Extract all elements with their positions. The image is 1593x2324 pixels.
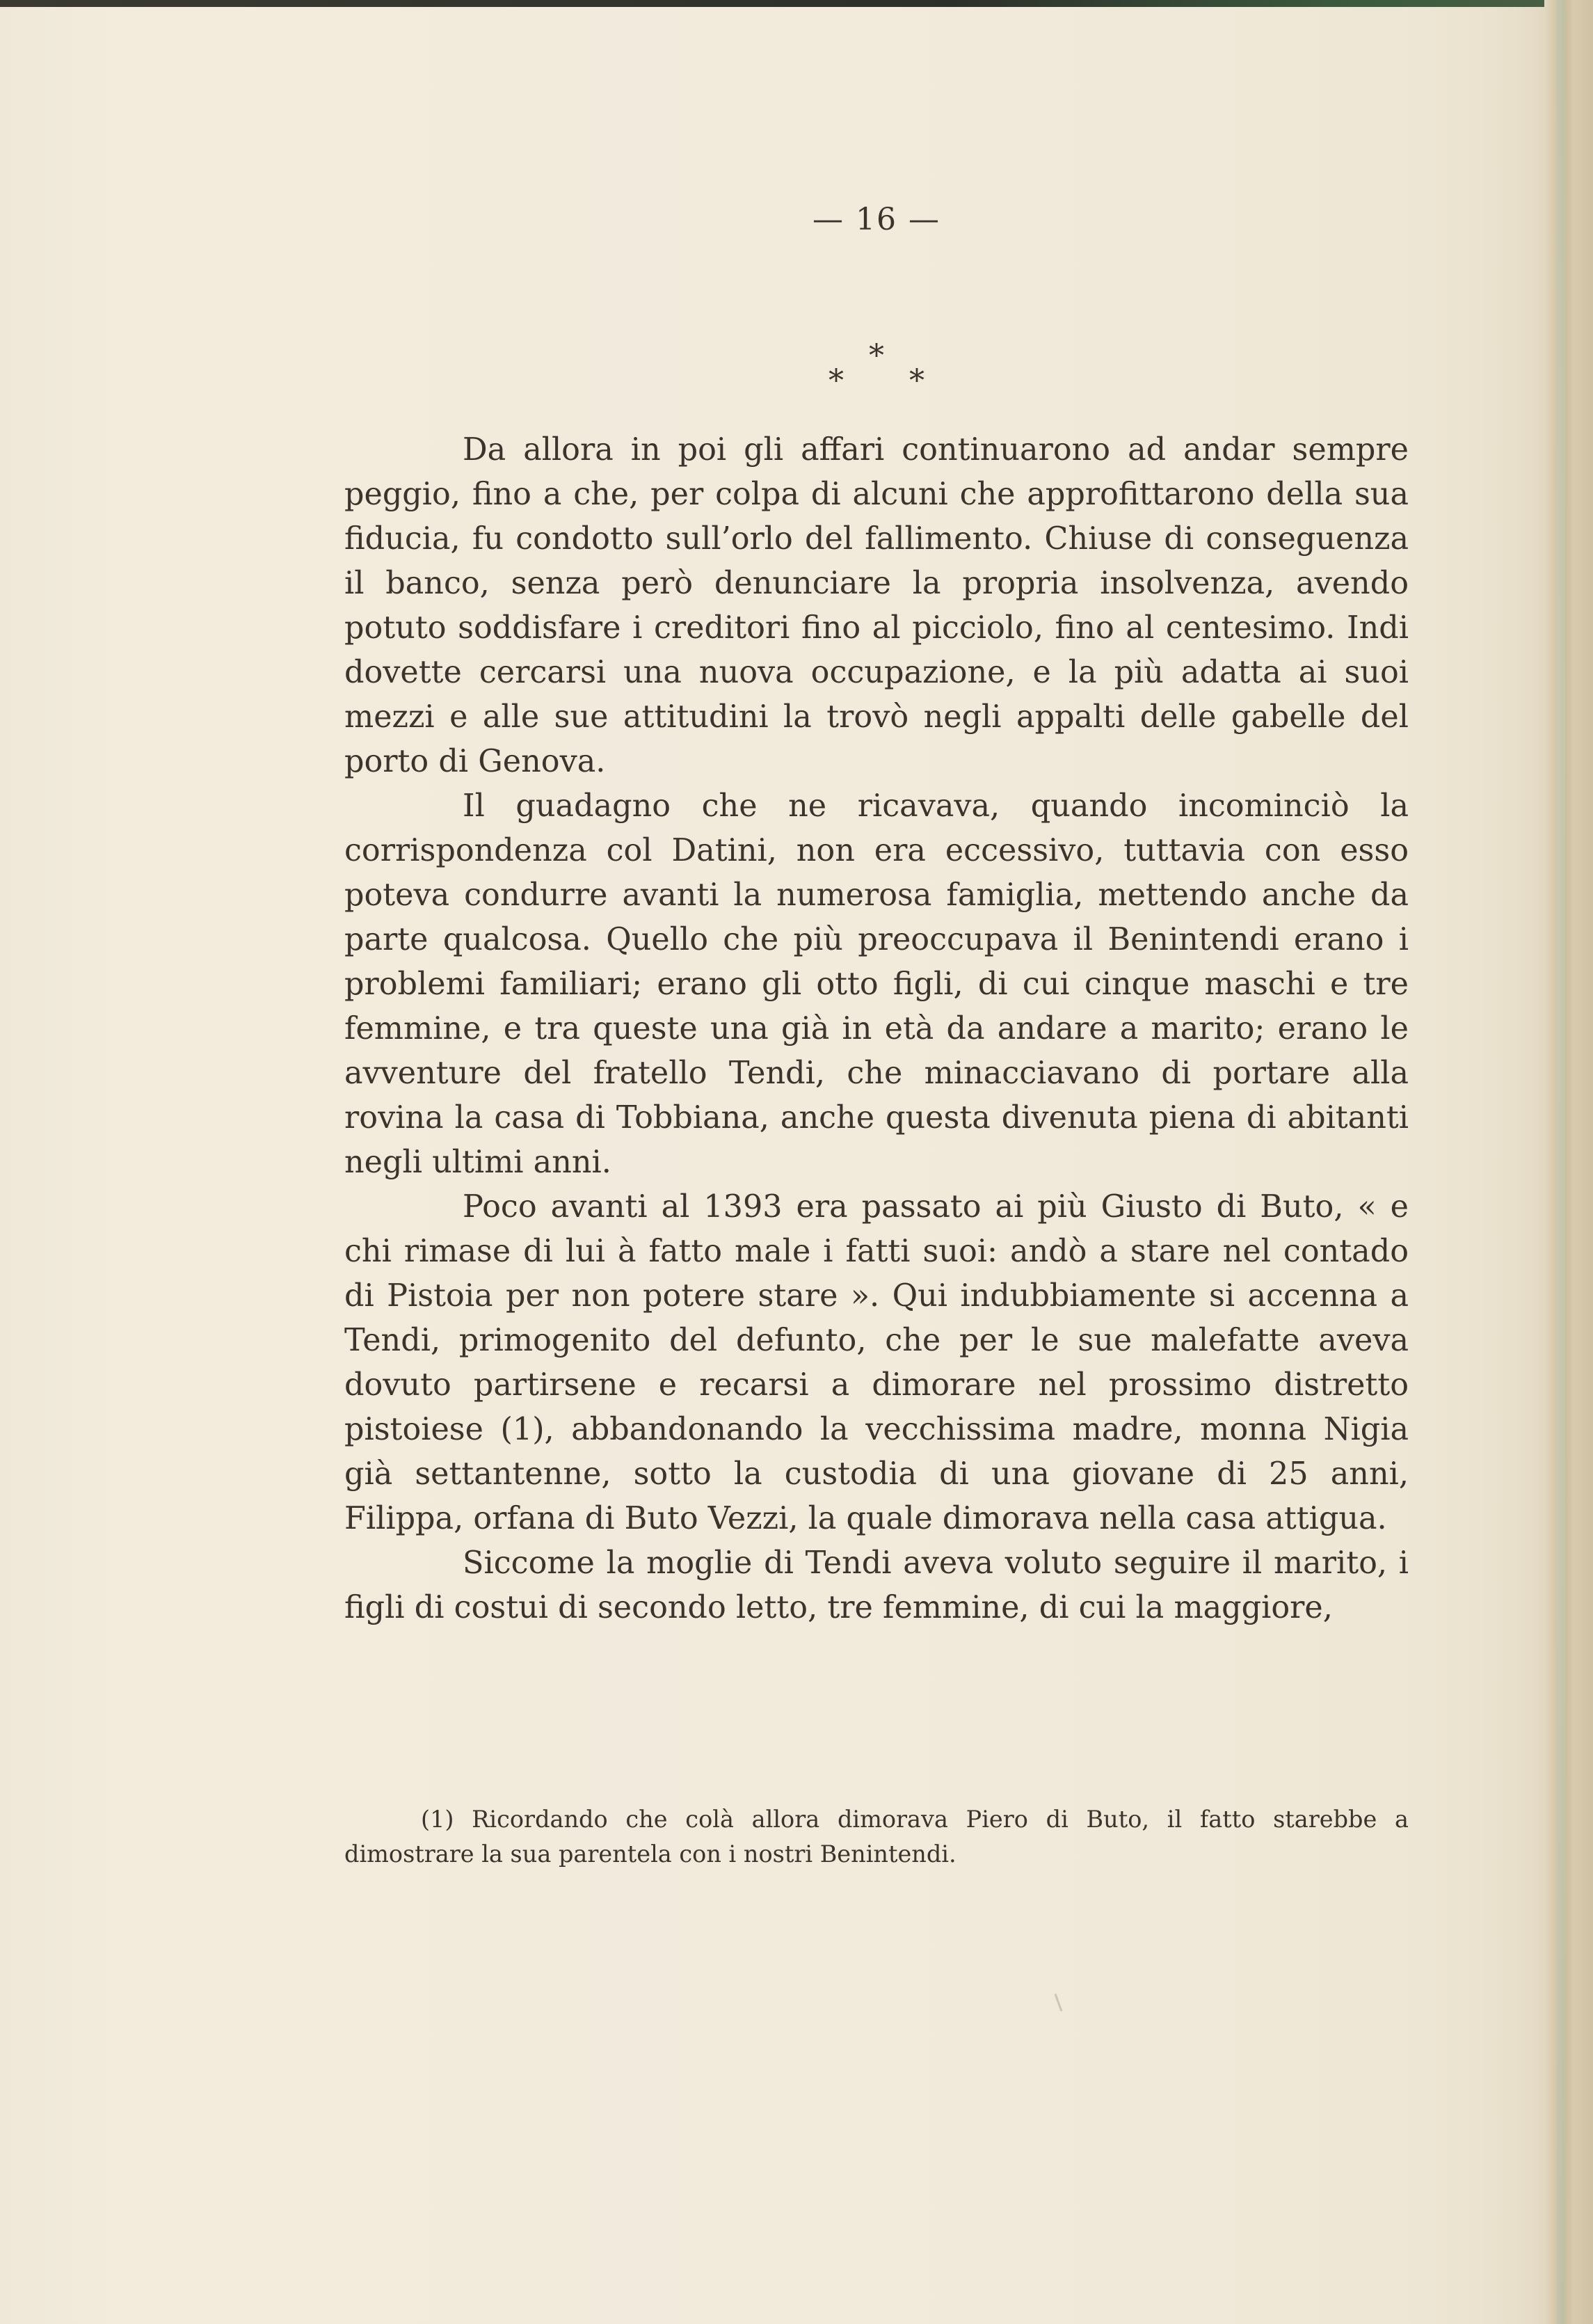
section-separator (344, 338, 1409, 399)
separator-top-asterisk: * (869, 338, 884, 374)
page-number: — 16 — (812, 202, 940, 237)
paper-speck (1055, 1993, 1063, 2011)
footnote (344, 1802, 1409, 1872)
book-cover-strip (1557, 0, 1565, 2324)
book-top-edge (0, 0, 1593, 7)
paragraph: Il guadagno che ne ricavava, quando incominciò la corrispondenza col Datini, non era eccessivo, tuttavia con esso poteva condurre avanti la numerosa famiglia, mettendo anche da parte qualcosa. Quello che più preoccupava il Benintendi erano i problemi familiari; erano gli otto figli, di cui cinque maschi e tre femmine, e tra queste una già in età da andare a marito; erano le avventure del fratello Tendi, che minacciavano di portare alla rovina la casa di Tobbiana, anche questa divenuta piena di abitanti negli ultimi anni. (344, 788, 1409, 1180)
separator-bottom-asterisks: * * (828, 363, 952, 399)
body-text (344, 428, 1409, 1630)
paragraph: Da allora in poi gli affari continuarono ad andar sempre peggio, fino a che, per colpa di alcuni che approfittarono della sua fiducia, fu condotto sull’orlo del fallimento. Chiuse di conseguenza il banco, senza però denunciare la propria insolvenza, avendo potuto soddisfare i creditori fino al picciolo, fino al centesimo. Indi dovette cercarsi una nuova occupazione, e la più adatta ai suoi mezzi e alle sue attitudini la trovò negli appalti delle gabelle del porto di Genova. (344, 432, 1409, 779)
book-spine-edge (1544, 0, 1593, 2324)
paragraph: Siccome la moglie di Tendi aveva voluto seguire il marito, i figli di costui di secondo letto, tre femmine, di cui la maggiore, (344, 1545, 1409, 1625)
footnote-text: (1) Ricordando che colà allora dimorava Piero di Buto, il fatto starebbe a dimostrare la sua parentela con i nostri Benintendi. (344, 1806, 1409, 1868)
paragraph: Poco avanti al 1393 era passato ai più Giusto di Buto, « e chi rimase di lui à fatto male i fatti suoi: andò a stare nel contado di Pistoia per non potere stare ». Qui indubbiamente si accenna a Tendi, primogenito del defunto, che per le sue malefatte aveva dovuto partirsene e recarsi a dimorare nel prossimo distretto pistoiese (1), abbandonando la vecchissima madre, monna Nigia già settantenne, sotto la custodia di una giovane di 25 anni, Filippa, orfana di Buto Vezzi, la quale dimorava nella casa attigua. (344, 1189, 1409, 1536)
